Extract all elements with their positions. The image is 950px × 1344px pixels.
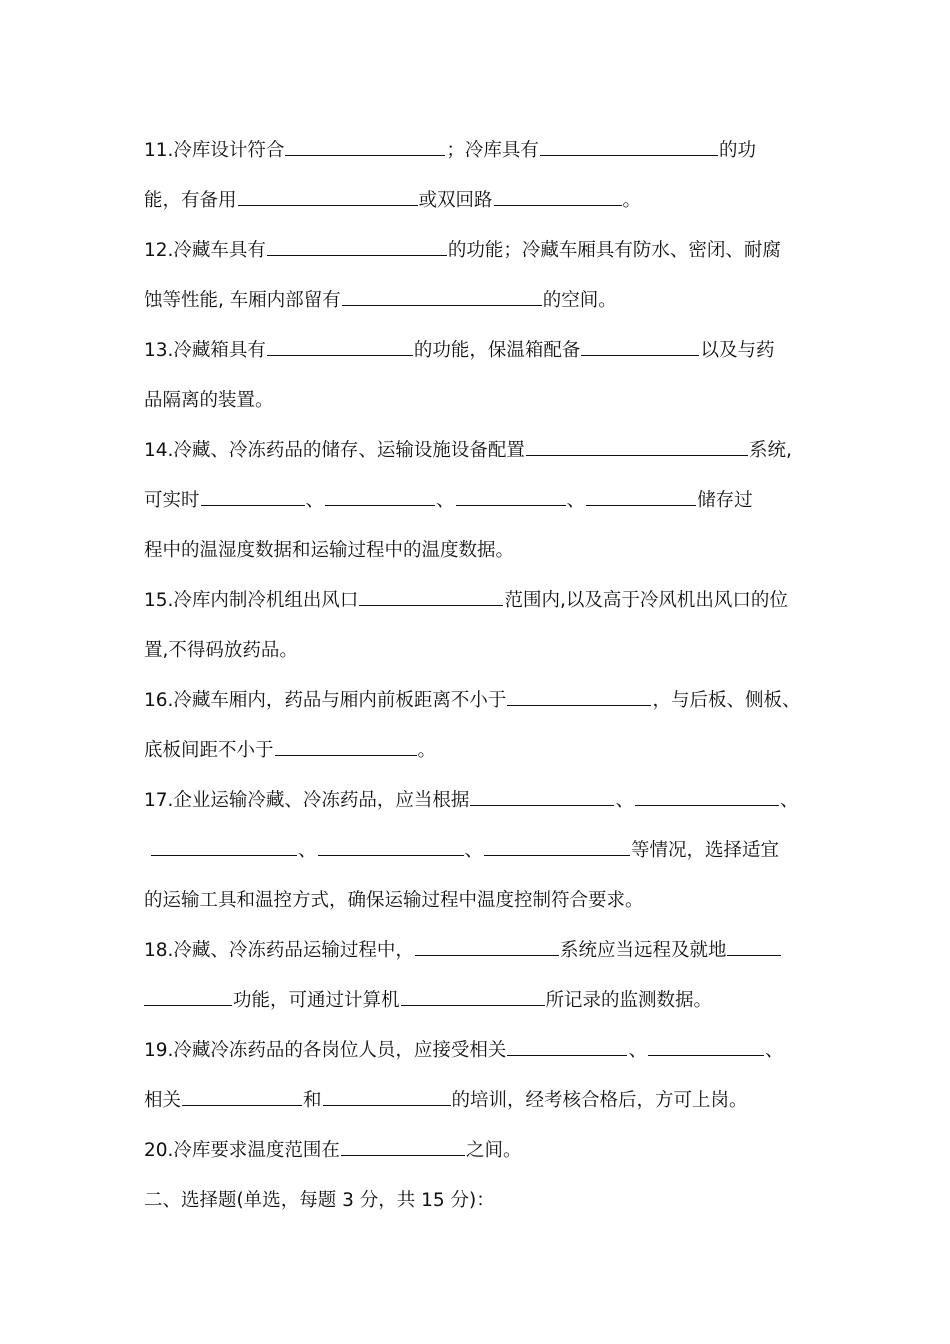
answer-blank[interactable]	[507, 687, 651, 706]
answer-blank[interactable]	[727, 937, 781, 956]
question-11-line-1	[144, 136, 824, 166]
answer-blank[interactable]	[648, 1037, 764, 1056]
question-12-line-2	[144, 286, 824, 316]
answer-blank[interactable]	[182, 1087, 302, 1106]
question-16-text: 。	[417, 740, 437, 761]
question-11-text: 的功	[718, 140, 756, 161]
question-19-text: 相关	[144, 1090, 182, 1111]
question-14-text: 、	[436, 490, 455, 511]
question-15-text: 范围内,以及高于冷风机出风口的位	[504, 590, 788, 611]
question-11-text: ；冷库具有	[446, 140, 539, 161]
question-16-text: ，与后板、侧板、	[652, 690, 801, 711]
question-17-text: 、	[464, 840, 484, 861]
answer-blank[interactable]	[586, 487, 696, 506]
question-13-text: 以及与药	[700, 340, 775, 361]
question-16-line-1	[144, 686, 824, 716]
question-18-text: 功能，可通过计算机	[233, 990, 400, 1011]
question-13-text: 的功能，保温箱配备	[413, 340, 581, 361]
question-14-line-2	[144, 486, 824, 516]
question-14-text: 、	[305, 490, 325, 511]
question-12-line-1	[144, 236, 824, 266]
question-12-text: 12.冷藏车具有	[144, 240, 266, 261]
section-heading	[144, 1186, 824, 1216]
answer-blank[interactable]	[144, 987, 232, 1006]
question-13-line-1	[144, 336, 824, 366]
question-17-text: 17.企业运输冷藏、冷冻药品，应当根据	[144, 790, 470, 811]
answer-blank[interactable]	[470, 787, 614, 806]
question-17-line-3	[144, 886, 824, 916]
question-20-line-1	[144, 1136, 824, 1166]
answer-blank[interactable]	[267, 337, 413, 356]
question-17-text: 、	[615, 790, 634, 811]
question-19-text: 的培训，经考核合格后，方可上岗。	[451, 1090, 748, 1111]
question-17-line-1	[144, 786, 824, 816]
answer-blank[interactable]	[540, 137, 718, 156]
answer-blank[interactable]	[494, 187, 622, 206]
answer-blank[interactable]	[581, 337, 699, 356]
question-14-text: 程中的温湿度数据和运输过程中的温度数据。	[144, 540, 515, 561]
question-15-line-1	[144, 586, 824, 616]
question-11-text: 或双回路	[418, 190, 493, 211]
question-19-line-1	[144, 1036, 824, 1066]
question-17-line-2	[144, 836, 824, 866]
section-heading-text: 二、选择题(单选，每题 3 分，共 15 分)：	[144, 1190, 495, 1211]
question-13-text: 13.冷藏箱具有	[144, 340, 266, 361]
question-18-text: 18.冷藏、冷冻药品运输过程中，	[144, 940, 414, 961]
question-18-line-2	[144, 986, 824, 1016]
question-18-text: 系统应当远程及就地	[559, 940, 727, 961]
question-15-line-2	[144, 636, 824, 666]
question-20-text: 20.冷库要求温度范围在	[144, 1140, 340, 1161]
question-11-text: 11.冷库设计符合	[144, 140, 285, 161]
answer-blank[interactable]	[238, 187, 418, 206]
question-18-line-1	[144, 936, 824, 966]
question-15-text: 置,不得码放药品。	[144, 640, 298, 661]
answer-blank[interactable]	[325, 487, 435, 506]
answer-blank[interactable]	[275, 737, 417, 756]
question-12-text: 蚀等性能, 车厢内部留有	[144, 290, 341, 311]
question-17-text: 、	[298, 840, 317, 861]
answer-blank[interactable]	[201, 487, 305, 506]
answer-blank[interactable]	[415, 937, 559, 956]
question-19-text: 19.冷藏冷冻药品的各岗位人员，应接受相关	[144, 1040, 507, 1061]
question-11-text: 。	[622, 190, 642, 211]
question-11-line-2	[144, 186, 824, 216]
question-12-text: 的功能；冷藏车厢具有防水、密闭、耐腐	[447, 240, 781, 261]
question-14-text: 储存过	[697, 490, 753, 511]
answer-blank[interactable]	[285, 137, 445, 156]
question-19-text: 、	[764, 1040, 784, 1061]
question-14-text: 14.冷藏、冷冻药品的储存、运输设施设备配置	[144, 440, 525, 461]
question-19-text: 、	[628, 1040, 647, 1061]
question-17-text: 等情况，选择适宜	[631, 840, 780, 861]
question-13-text: 品隔离的装置。	[144, 390, 274, 411]
answer-blank[interactable]	[507, 1037, 627, 1056]
question-19-line-2	[144, 1086, 824, 1116]
question-17-text: 、	[779, 790, 799, 811]
answer-blank[interactable]	[526, 437, 748, 456]
answer-blank[interactable]	[456, 487, 566, 506]
question-16-line-2	[144, 736, 824, 766]
answer-blank[interactable]	[635, 787, 779, 806]
question-14-text: 、	[566, 490, 586, 511]
answer-blank[interactable]	[323, 1087, 451, 1106]
answer-blank[interactable]	[359, 587, 503, 606]
question-14-line-1	[144, 436, 824, 466]
answer-blank[interactable]	[484, 837, 630, 856]
question-19-text: 和	[303, 1090, 322, 1111]
question-18-text: 所记录的监测数据。	[545, 990, 713, 1011]
question-14-text: 系统,	[748, 440, 792, 461]
question-11-text: 能，有备用	[144, 190, 237, 211]
question-13-line-2	[144, 386, 824, 416]
answer-blank[interactable]	[401, 987, 545, 1006]
question-14-text: 可实时	[144, 490, 200, 511]
answer-blank[interactable]	[318, 837, 464, 856]
answer-blank[interactable]	[341, 1137, 465, 1156]
question-15-text: 15.冷库内制冷机组出风口	[144, 590, 359, 611]
answer-blank[interactable]	[342, 287, 542, 306]
answer-blank[interactable]	[151, 837, 297, 856]
answer-blank[interactable]	[267, 237, 447, 256]
question-14-line-3	[144, 536, 824, 566]
question-17-text: 的运输工具和温控方式，确保运输过程中温度控制符合要求。	[144, 890, 644, 911]
question-20-text: 之间。	[465, 1140, 522, 1161]
question-16-text: 16.冷藏车厢内，药品与厢内前板距离不小于	[144, 690, 507, 711]
question-16-text: 底板间距不小于	[144, 740, 274, 761]
question-12-text: 的空间。	[542, 290, 617, 311]
